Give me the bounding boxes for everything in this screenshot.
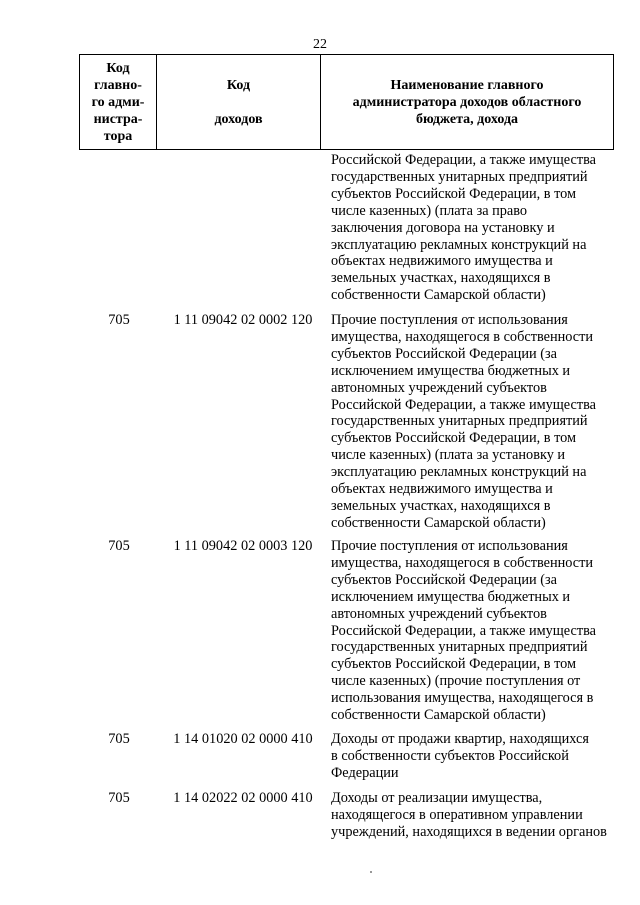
page-number: 22: [313, 37, 327, 52]
income-name-cell: Прочие поступления от использования имущества, находящегося в собственности субъектов Российской Федерации (за исключением имущества бюджетных и автономных учреждений субъектов Российской Федерации, а также имущества государственных унитарных предприятий субъектов Российской Федерации, в том числе казенных) (плата за установку и эксплуатацию рекламных конструкций на объектах недвижимого имущества и земельных участках, находящихся в собственности Самарской области): [331, 312, 597, 531]
header-admin-code: Код главно- го адми- нистра- тора: [80, 55, 157, 150]
table-header: [79, 54, 614, 150]
income-code-cell: 1 11 09042 02 0003 120: [173, 538, 313, 554]
admin-code-cell: 705: [108, 312, 130, 328]
income-code-cell: 1 14 02022 02 0000 410: [173, 790, 313, 806]
admin-code-cell: 705: [108, 538, 130, 554]
header-income-code: Код доходов: [157, 55, 321, 150]
income-name-cell: Российской Федерации, а также имущества государственных унитарных предприятий субъектов Российской Федерации, в том числе казенных) (плата за право заключения договора на установку и эксплуатацию рекламных конструкций на объектах недвижимого имущества и земельных участках, находящихся в собственности Самарской области): [331, 152, 597, 304]
income-name-cell: Доходы от продажи квартир, находящихся в собственности субъектов Российской Федерации: [331, 731, 589, 781]
income-name-cell: Прочие поступления от использования имущества, находящегося в собственности субъектов Российской Федерации (за исключением имущества бюджетных и автономных учреждений субъектов Российской Федерации, а также имущества государственных унитарных предприятий субъектов Российской Федерации, в том числе казенных) (прочие поступления от использования имущества, находящегося в собственности Самарской области): [331, 538, 597, 724]
scan-dot: [370, 871, 372, 873]
income-code-cell: 1 14 01020 02 0000 410: [173, 731, 313, 747]
admin-code-cell: 705: [108, 731, 130, 747]
header-administrator-name: Наименование главного администратора доходов областного бюджета, дохода: [321, 55, 614, 150]
income-name-cell: Доходы от реализации имущества, находящегося в оперативном управлении учреждений, находящихся в ведении органов: [331, 790, 607, 840]
income-code-cell: 1 11 09042 02 0002 120: [173, 312, 313, 328]
admin-code-cell: 705: [108, 790, 130, 806]
